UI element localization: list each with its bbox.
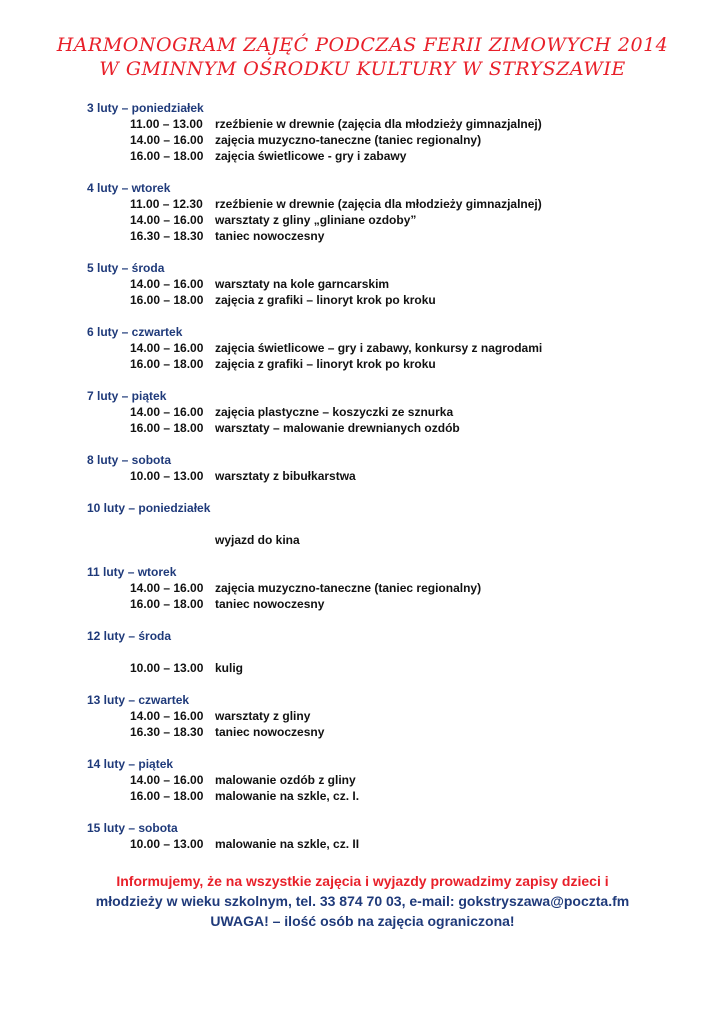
schedule-row	[0, 532, 725, 548]
schedule-row	[0, 132, 725, 148]
schedule-row	[0, 196, 725, 212]
schedule-row	[0, 468, 725, 484]
day-label: 12 luty – środa	[87, 629, 172, 643]
schedule-row	[0, 356, 725, 372]
day-block	[0, 756, 725, 804]
time-range: 16.00 – 18.00	[130, 357, 204, 371]
schedule-row	[0, 580, 725, 596]
schedule-row	[0, 836, 725, 852]
activity: zajęcia muzyczno-taneczne (taniec regionalny)	[215, 133, 482, 147]
activity: rzeźbienie w drewnie (zajęcia dla młodzieży gimnazjalnej)	[215, 197, 542, 211]
activity: warsztaty z gliny „gliniane ozdoby”	[215, 213, 417, 227]
day-label: 14 luty – piątek	[87, 757, 174, 771]
schedule-row	[0, 148, 725, 164]
activity: warsztaty z gliny	[215, 709, 311, 723]
activity: warsztaty – malowanie drewnianych ozdób	[215, 421, 460, 435]
schedule-row	[0, 404, 725, 420]
activity: zajęcia z grafiki – linoryt krok po kroku	[215, 293, 436, 307]
time-range: 14.00 – 16.00	[130, 709, 204, 723]
activity: warsztaty z bibułkarstwa	[215, 469, 356, 483]
day-label: 7 luty – piątek	[87, 389, 167, 403]
day-label: 4 luty – wtorek	[87, 181, 171, 195]
day-block	[0, 324, 725, 372]
activity: taniec nowoczesny	[215, 725, 325, 739]
schedule-row	[0, 420, 725, 436]
info-line: Informujemy, że na wszystkie zajęcia i wyjazdy prowadzimy zapisy dzieci i	[116, 873, 609, 889]
time-range: 16.00 – 18.00	[130, 149, 204, 163]
schedule-row	[0, 340, 725, 356]
day-block	[0, 628, 725, 676]
time-range: 16.00 – 18.00	[130, 597, 204, 611]
day-block	[0, 180, 725, 244]
time-range: 10.00 – 13.00	[130, 837, 204, 851]
page-subtitle: W GMINNYM OŚRODKU KULTURY W STRYSZAWIE	[99, 58, 626, 80]
time-range: 16.00 – 18.00	[130, 421, 204, 435]
day-block	[0, 452, 725, 484]
activity: taniec nowoczesny	[215, 597, 325, 611]
time-range: 14.00 – 16.00	[130, 581, 204, 595]
page-title: HARMONOGRAM ZAJĘĆ PODCZAS FERII ZIMOWYCH 2014	[56, 34, 669, 56]
time-range: 14.00 – 16.00	[130, 213, 204, 227]
schedule-row	[0, 724, 725, 740]
activity: wyjazd do kina	[215, 533, 300, 547]
schedule-row	[0, 660, 725, 676]
day-label: 13 luty – czwartek	[87, 693, 190, 707]
time-range: 14.00 – 16.00	[130, 277, 204, 291]
activity: zajęcia muzyczno-taneczne (taniec regionalny)	[215, 581, 482, 595]
schedule-row	[0, 212, 725, 228]
activity: zajęcia świetlicowe – gry i zabawy, konkursy z nagrodami	[215, 341, 543, 355]
day-block	[0, 692, 725, 740]
schedule-row	[0, 708, 725, 724]
schedule-row	[0, 772, 725, 788]
day-label: 15 luty – sobota	[87, 821, 178, 835]
day-block	[0, 500, 725, 548]
time-range: 10.00 – 13.00	[130, 469, 204, 483]
schedule-row	[0, 228, 725, 244]
day-block	[0, 260, 725, 308]
time-range: 16.00 – 18.00	[130, 293, 204, 307]
time-range: 10.00 – 13.00	[130, 661, 204, 675]
activity: malowanie na szkle, cz. I.	[215, 789, 360, 803]
schedule	[0, 100, 725, 868]
day-label: 3 luty – poniedziałek	[87, 101, 204, 115]
day-block	[0, 820, 725, 852]
activity: zajęcia z grafiki – linoryt krok po kroku	[215, 357, 436, 371]
time-range: 16.30 – 18.30	[130, 229, 204, 243]
schedule-row	[0, 788, 725, 804]
warning-line: UWAGA! – ilość osób na zajęcia ograniczona!	[210, 913, 515, 929]
day-label: 8 luty – sobota	[87, 453, 172, 467]
activity: warsztaty na kole garncarskim	[215, 277, 390, 291]
day-block	[0, 100, 725, 164]
activity: malowanie na szkle, cz. II	[215, 837, 360, 851]
activity: zajęcia świetlicowe - gry i zabawy	[215, 149, 407, 163]
time-range: 14.00 – 16.00	[130, 341, 204, 355]
time-range: 11.00 – 13.00	[130, 117, 203, 131]
schedule-row	[0, 116, 725, 132]
day-block	[0, 388, 725, 436]
contact-line: młodzieży w wieku szkolnym, tel. 33 874 70 03, e-mail: gokstryszawa@poczta.fm	[95, 893, 630, 909]
day-block	[0, 564, 725, 612]
activity: rzeźbienie w drewnie (zajęcia dla młodzieży gimnazjalnej)	[215, 117, 542, 131]
time-range: 11.00 – 12.30	[130, 197, 203, 211]
day-label: 5 luty – środa	[87, 261, 165, 275]
activity: zajęcia plastyczne – koszyczki ze sznurka	[215, 405, 454, 419]
time-range: 14.00 – 16.00	[130, 773, 204, 787]
day-label: 6 luty – czwartek	[87, 325, 183, 339]
schedule-row	[0, 276, 725, 292]
activity: kulig	[215, 661, 244, 675]
time-range: 14.00 – 16.00	[130, 133, 204, 147]
time-range: 16.00 – 18.00	[130, 789, 204, 803]
activity: taniec nowoczesny	[215, 229, 325, 243]
schedule-row	[0, 292, 725, 308]
time-range: 16.30 – 18.30	[130, 725, 204, 739]
activity: malowanie ozdób z gliny	[215, 773, 356, 787]
info-footer	[0, 871, 725, 931]
day-label: 11 luty – wtorek	[87, 565, 177, 579]
time-range: 14.00 – 16.00	[130, 405, 204, 419]
day-label: 10 luty – poniedziałek	[87, 501, 211, 515]
schedule-row	[0, 596, 725, 612]
